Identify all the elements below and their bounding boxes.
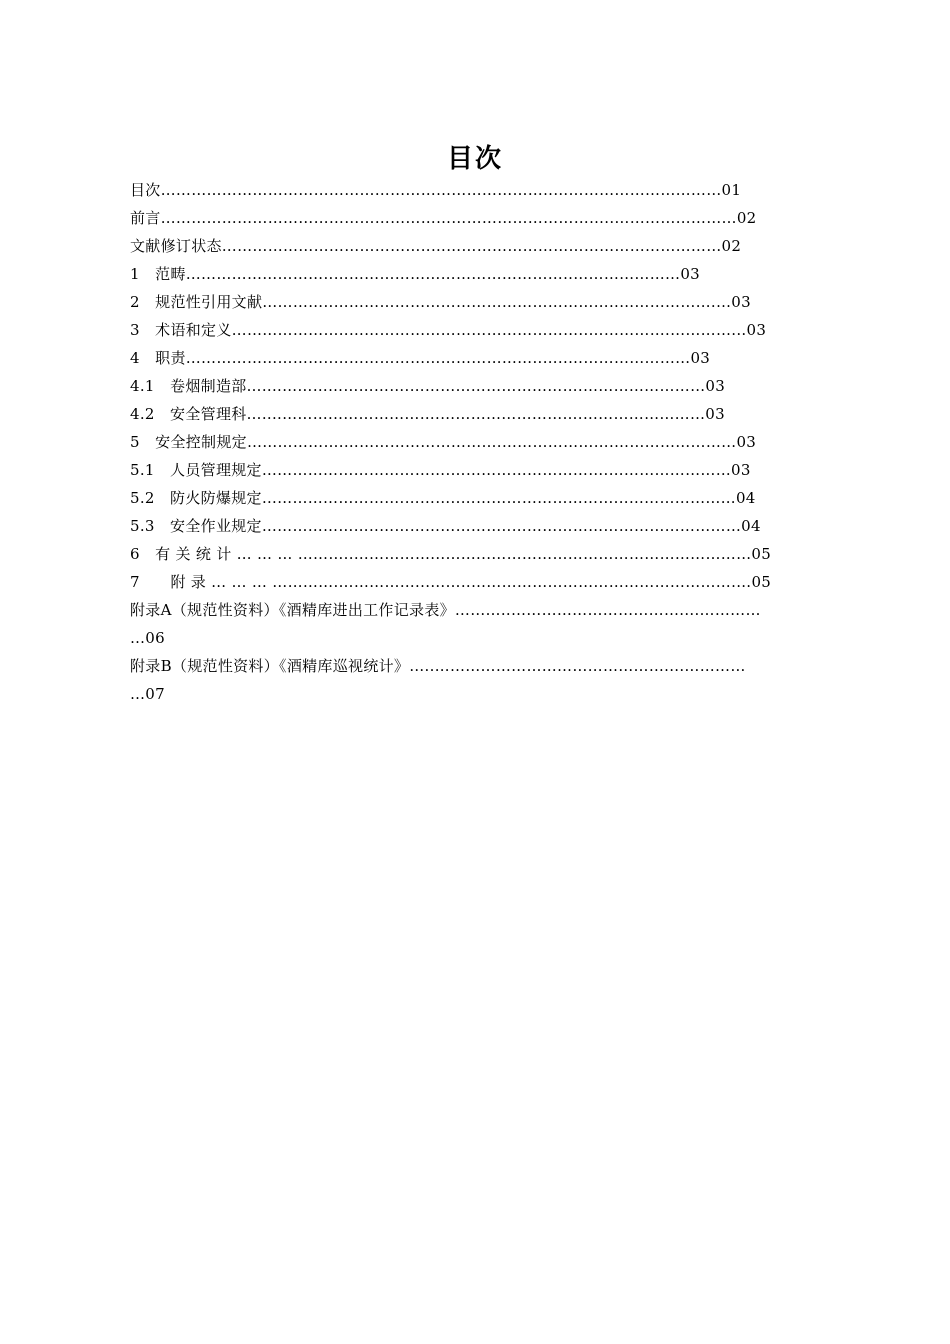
table-of-contents — [130, 176, 820, 708]
toc-entry: 前言……………………………………………………………………………..……………………02 — [130, 209, 757, 227]
toc-entry: 4 职责………………………..…………………………………..…..……………………03 — [130, 349, 711, 367]
toc-entry: 文献修订状态…………………………………..…………………………………………………02 — [130, 237, 742, 255]
toc-entry: 6 有 关 统 计 … … … ………..……………...……...……………………………………………05 — [130, 545, 772, 563]
toc-entry: 5.3 安全作业规定…………………..……………………..………………………………………04 — [130, 517, 761, 535]
toc-entry: 2 规范性引用文献…………..………………………………………………..……………….…03 — [130, 293, 751, 311]
toc-entry: 3 术语和定义…………………..………………………………………..…………….…………...03 — [130, 321, 767, 339]
toc-entry: 4.2 安全管理科…....………...……………….……………………….……………………03 — [130, 405, 725, 423]
toc-entry: 5.2 防火防爆规定……………………….………..…………………………...…………………04 — [130, 489, 756, 507]
toc-title: 目次 — [446, 144, 503, 174]
toc-entry: 4.1 卷烟制造部…....…………………….…………………………….……………………03 — [130, 377, 726, 395]
toc-entry: 5.1 人员管理规定……………………………….………………………….……………………03 — [130, 461, 751, 479]
toc-entry: 附录A（规范性资料）《酒精库进出工作记录表》………..……………………………....………… — [130, 601, 761, 619]
toc-entry: 目次…………………………………………………………………..……………………………01 — [130, 181, 742, 199]
toc-entry: 5 安全控制规定……………….………………………….………………….……………………03 — [130, 433, 757, 451]
toc-entry: 1 范畴………………………..………………………………………..…………………03 — [130, 265, 701, 283]
toc-entry-continuation: …07 — [130, 685, 165, 703]
toc-entry: 7 附 录 … … … ………….……………...……..…………………………………………….…05 — [130, 573, 772, 591]
toc-entry-continuation: …06 — [130, 629, 165, 647]
toc-entry: 附录B（规范性资料）《酒精库巡视统计》…..………………………………………....………… — [130, 657, 746, 675]
